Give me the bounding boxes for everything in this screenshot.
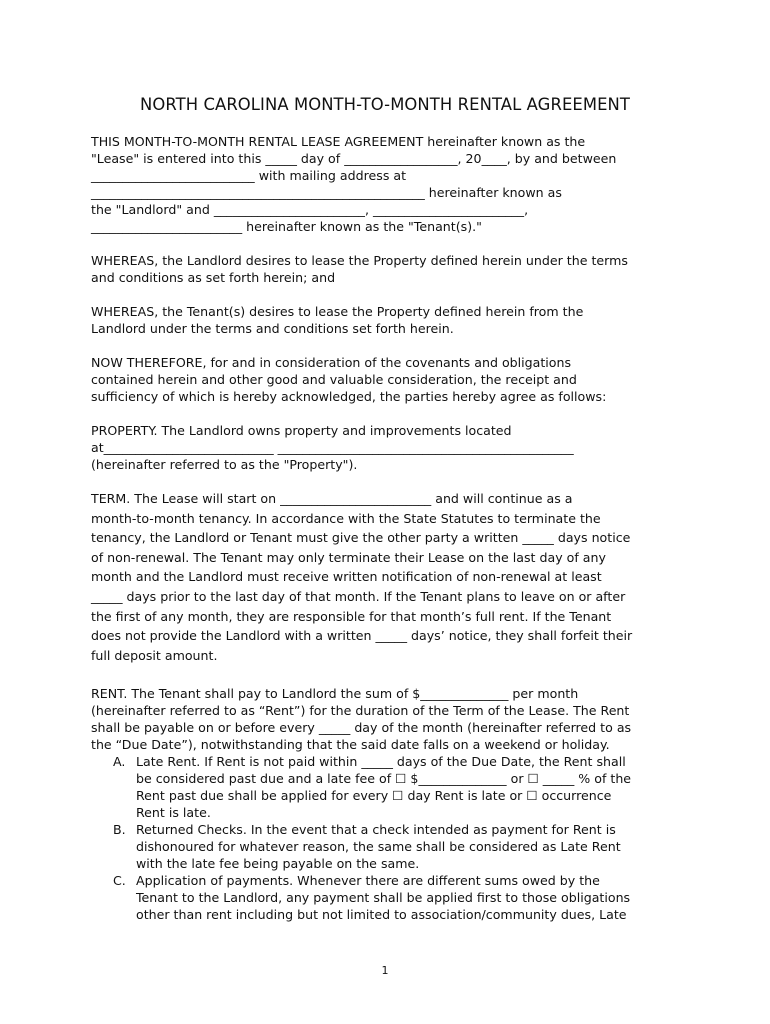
document-title: NORTH CAROLINA MONTH-TO-MONTH RENTAL AGREEMENT [139,95,631,114]
text-line: Tenant to the Landlord, any payment shall be applied first to those obligations [136,890,631,905]
text-line: "Lease" is entered into this _____ day of __________________, 20____, by and between [91,151,617,166]
page-number: 1 [381,964,389,977]
text-line: __________________________ with mailing address at [91,168,407,183]
text-line: Rent past due shall be applied for every ☐ day Rent is late or ☐ occurrence [136,788,612,803]
text-line: (hereinafter referred to as the "Property"). [91,457,358,472]
text-line: NOW THEREFORE, for and in consideration of the covenants and obligations [91,355,572,370]
text-line: at___________________________ _______________________________________________ [91,440,574,455]
text-line: Landlord under the terms and conditions set forth herein. [91,321,454,336]
list-item [91,821,691,872]
text-line: ________________________ hereinafter known as the "Tenant(s)." [91,219,482,234]
text-line: with the late fee being payable on the same. [136,856,420,871]
text-line: the "Landlord" and ________________________, ________________________, [91,202,529,217]
text-line: tenancy, the Landlord or Tenant must give the other party a written _____ days notice [91,530,631,546]
text-line: Returned Checks. In the event that a check intended as payment for Rent is [136,822,616,837]
text-line: PROPERTY. The Landlord owns property and improvements located [91,423,512,438]
text-line: WHEREAS, the Tenant(s) desires to lease the Property defined herein from the [91,304,584,319]
text-line: contained herein and other good and valuable consideration, the receipt and [91,372,577,387]
text-line: Application of payments. Whenever there are different sums owed by the [136,873,600,888]
term-paragraph [91,489,691,665]
property-paragraph [91,422,691,473]
text-line: of non-renewal. The Tenant may only terminate their Lease on the last day of any [91,549,606,565]
text-line: WHEREAS, the Landlord desires to lease the Property defined herein under the terms [91,253,628,268]
text-line: month-to-month tenancy. In accordance with the State Statutes to terminate the [91,510,601,526]
text-line: dishonoured for whatever reason, the same shall be considered as Late Rent [136,839,621,854]
rent-paragraph [91,685,691,753]
text-line: full deposit amount. [91,647,218,663]
now-therefore-paragraph [91,354,691,405]
text-line: RENT. The Tenant shall pay to Landlord the sum of $______________ per month [91,686,579,701]
intro-paragraph [91,133,691,235]
whereas-tenant-paragraph [91,303,691,337]
list-marker: A. [113,754,126,769]
rent-terms-list [91,753,691,923]
text-line: TERM. The Lease will start on ________________________ and will continue as a [91,491,573,506]
text-line: (hereinafter referred to as “Rent”) for the duration of the Term of the Lease. The Rent [91,703,630,718]
whereas-landlord-paragraph [91,252,691,286]
text-line: THIS MONTH-TO-MONTH RENTAL LEASE AGREEMENT hereinafter known as the [91,134,586,149]
text-line: Late Rent. If Rent is not paid within _____ days of the Due Date, the Rent shall [136,754,626,769]
list-marker: C. [113,873,126,888]
text-line: be considered past due and a late fee of ☐ $______________ or ☐ _____ % of the [136,771,632,786]
text-line: sufficiency of which is hereby acknowledged, the parties hereby agree as follows: [91,389,607,404]
list-item [91,872,691,923]
text-line: and conditions as set forth herein; and [91,270,336,285]
text-line: shall be payable on or before every _____ day of the month (hereinafter referred to as [91,720,632,735]
list-item [91,753,691,821]
text-line: Rent is late. [136,805,211,820]
text-line: month and the Landlord must receive written notification of non-renewal at least [91,569,602,585]
text-line: _____________________________________________________ hereinafter known as [91,185,562,200]
text-line: the first of any month, they are responsible for that month’s full rent. If the Tenant [91,608,612,624]
text-line: the “Due Date”), notwithstanding that the said date falls on a weekend or holiday. [91,737,610,752]
list-marker: B. [113,822,126,837]
text-line: other than rent including but not limited to association/community dues, Late [136,907,627,922]
text-line: _____ days prior to the last day of that month. If the Tenant plans to leave on or after [91,588,626,604]
text-line: does not provide the Landlord with a written _____ days’ notice, they shall forfeit their [91,628,633,644]
